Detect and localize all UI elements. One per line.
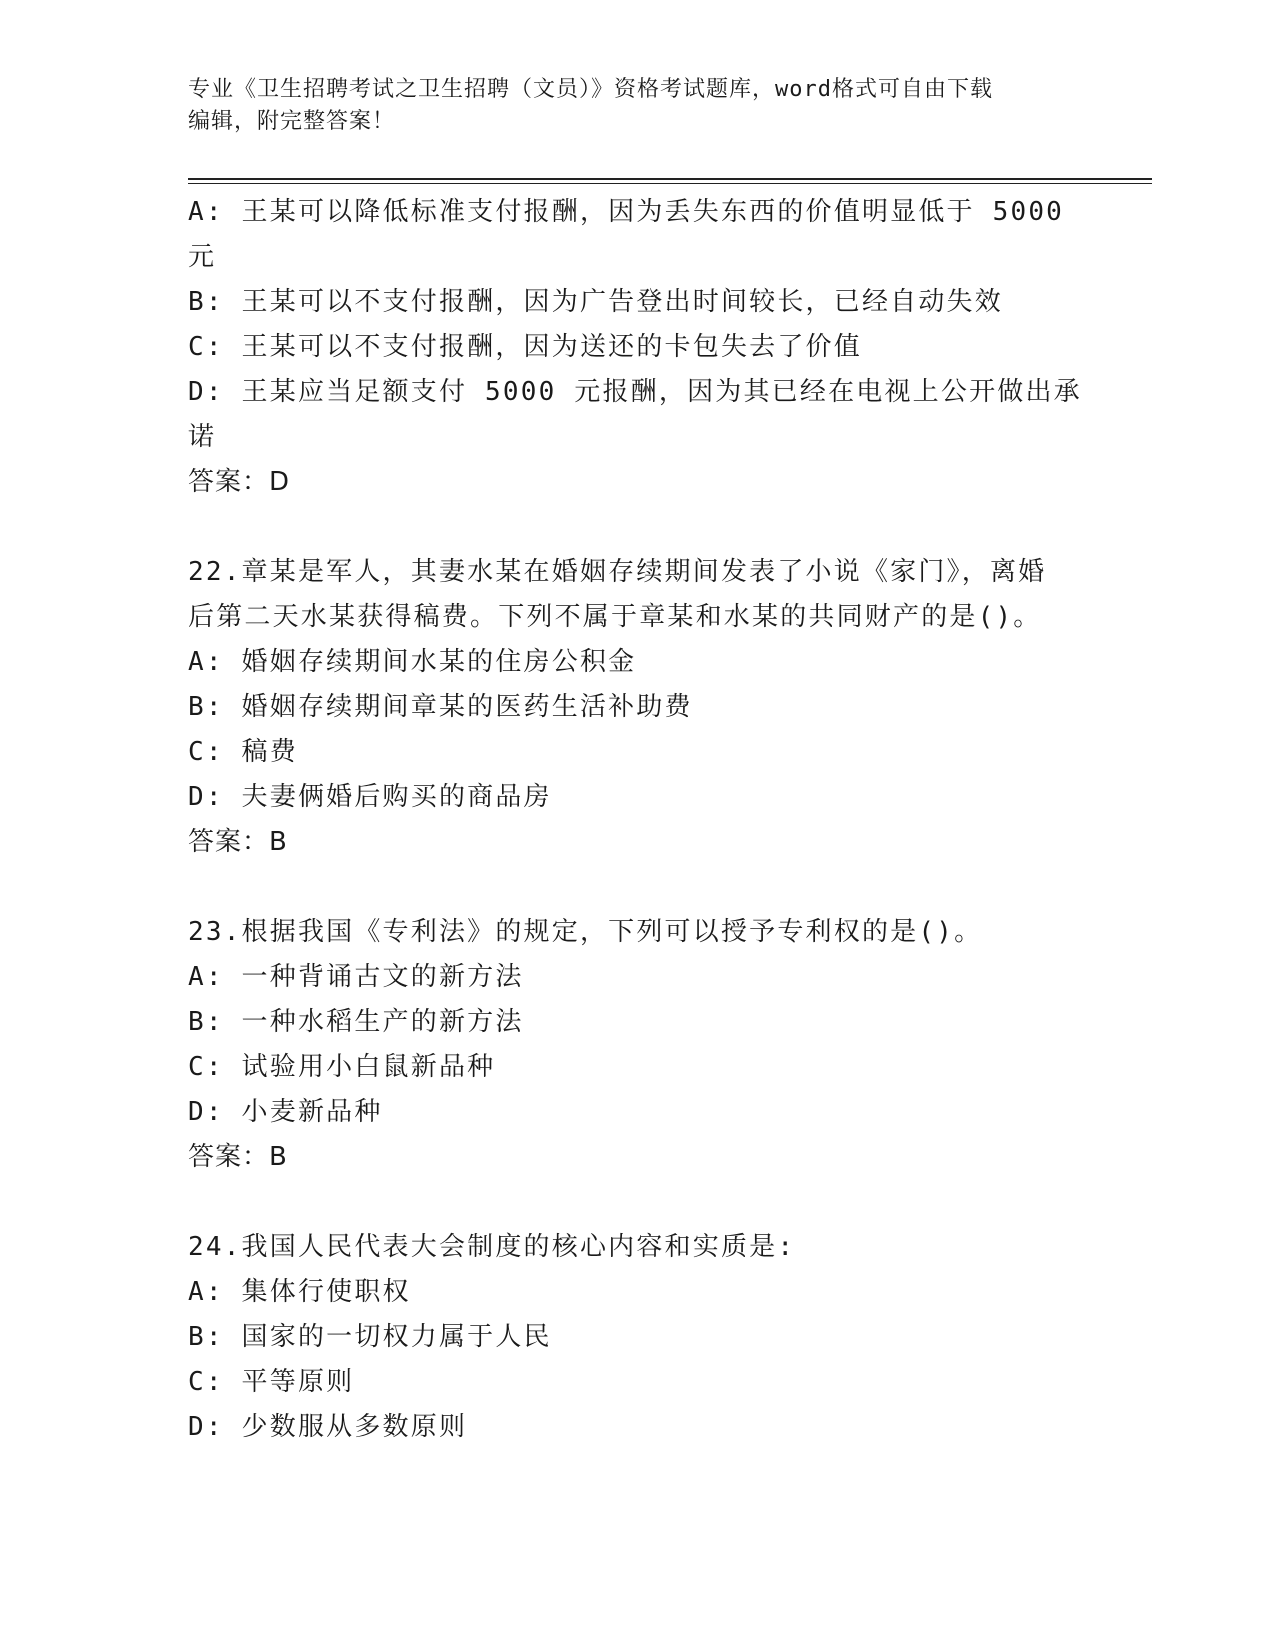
option-c: C: 平等原则 [188,1367,355,1397]
question-text: 24.我国人民代表大会制度的核心内容和实质是: [188,1232,796,1262]
option-d: D: 小麦新品种 [188,1097,383,1127]
option-d: D: 王某应当足额支付 5000 元报酬，因为其已经在电视上公开做出承 [188,377,1082,407]
option-c: C: 稿费 [188,737,298,767]
answer: 答案：B [188,827,288,857]
question-block-24 [188,1225,1088,1450]
option-a: A: 一种背诵古文的新方法 [188,962,524,992]
option-a-cont: 元 [188,242,217,272]
question-block-22 [188,550,1088,865]
option-b: B: 国家的一切权力属于人民 [188,1322,552,1352]
header-rule-thin [188,183,1152,184]
option-d: D: 少数服从多数原则 [188,1412,468,1442]
option-b: B: 婚姻存续期间章某的医药生活补助费 [188,692,693,722]
option-a: A: 集体行使职权 [188,1277,411,1307]
document-body [188,190,1088,1450]
header-line-1: 专业《卫生招聘考试之卫生招聘（文员）》资格考试题库，word格式可自由下载 [188,77,993,102]
question-text: 23.根据我国《专利法》的规定，下列可以授予专利权的是()。 [188,917,983,947]
answer: 答案：B [188,1142,288,1172]
header-line-2: 编辑，附完整答案！ [188,109,396,134]
option-d-cont: 诺 [188,422,217,452]
option-c: C: 王某可以不支付报酬，因为送还的卡包失去了价值 [188,332,862,362]
option-b: B: 王某可以不支付报酬，因为广告登出时间较长，已经自动失效 [188,287,1003,317]
option-b: B: 一种水稻生产的新方法 [188,1007,524,1037]
question-block-23 [188,910,1088,1180]
answer: 答案：D [188,467,291,497]
option-a: A: 王某可以降低标准支付报酬，因为丢失东西的价值明显低于 5000 [188,197,1065,227]
option-a: A: 婚姻存续期间水某的住房公积金 [188,647,637,677]
header-rule-thick [188,178,1152,180]
document-header [188,74,1068,138]
question-text: 22.章某是军人，其妻水某在婚姻存续期间发表了小说《家门》，离婚 [188,557,1047,587]
option-c: C: 试验用小白鼠新品种 [188,1052,496,1082]
question-block-21 [188,190,1088,505]
question-text-cont: 后第二天水某获得稿费。下列不属于章某和水某的共同财产的是()。 [188,602,1042,632]
option-d: D: 夫妻俩婚后购买的商品房 [188,782,552,812]
